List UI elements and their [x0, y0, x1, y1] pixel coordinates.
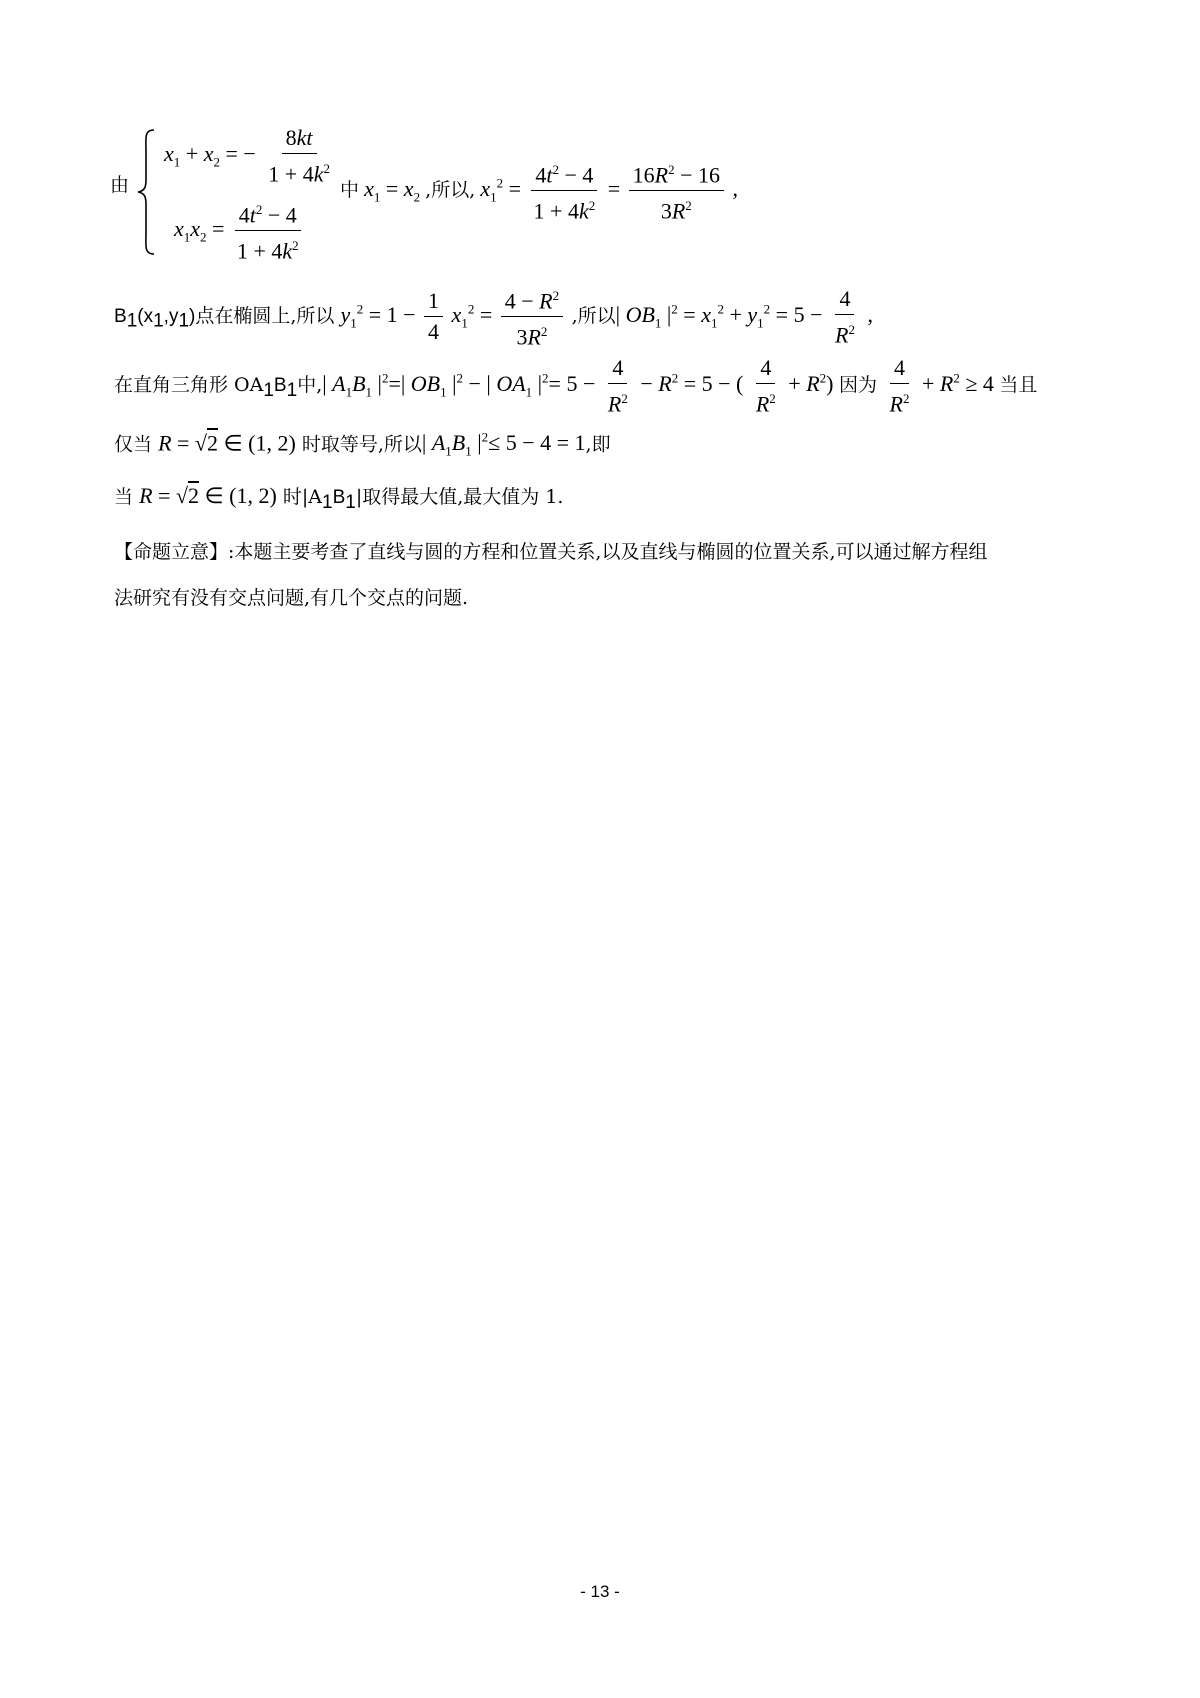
text-x1y1: (x — [137, 305, 154, 327]
text-suoyi-2: ,所以 — [571, 304, 616, 327]
text-triangle: 在直角三角形 OA — [114, 374, 264, 397]
left-brace-icon — [136, 128, 158, 256]
text-mingti-liyi: 【命题立意】:本题主要考查了直线与圆的方程和位置关系,以及直线与椭圆的位置关系,可以通过解方程组 — [114, 541, 988, 563]
text-jindang: 仅当 — [114, 433, 153, 456]
line-right-triangle: 在直角三角形 $OA_1B_1$中,| $A_1B_1$ $|^2=|$ $OB_1$ $|^2$ − | $OA_1$ $|^2= 5$ − $\frac{4}{R^2}$ − $R^2 = 5$ − ( $\frac{4}{R^2}$ + $R^2$) 因为 $\frac{4}{R^2}$ + $R^2 \ge 4$ 当且 — [114, 355, 1038, 417]
text-you: 由 — [110, 174, 130, 196]
text-on-ellipse: 点在椭圆上,所以 — [195, 304, 335, 327]
line-b1-on-ellipse: $B_1(x_1,y_1)$点在椭圆上,所以 $y_1^2 = 1$ − $\frac{1}{4}$ $x_1^2$ = $\frac{4 - R^2}{3R^2}$ ,所以| $OB_1$ $|^2 = x_1^2 + y_1^2 = 5$ − $\frac{4}{R^2}$ , — [114, 285, 873, 350]
text-b1: B — [114, 305, 127, 327]
text-qudenghao: 时取等号,所以 — [301, 433, 422, 456]
text-max: |取得最大值,最大值为 1. — [355, 486, 564, 508]
text-zhong-2: 中, — [297, 374, 323, 397]
text-dangqie: 当且 — [999, 374, 1038, 397]
text-yinwei: 因为 — [839, 374, 878, 397]
text-suoyi: ,所以, — [425, 178, 476, 201]
equation-system-line — [110, 122, 739, 264]
text-shi: 时|A — [282, 486, 322, 508]
text-b-2: B — [332, 487, 346, 508]
line-max-value: 当 R = √2 ∈ (1, 2) 时$|A_1B_1|$取得最大值,最大值为 1. — [114, 483, 564, 513]
text-dang: 当 — [114, 486, 134, 508]
line-equality-condition: 仅当 R = √2 ∈ (1, 2) 时取等号,所以| $A_1B_1$ $|^2\le 5 - 4 = 1$,即 — [114, 430, 611, 459]
text-ji: ,即 — [585, 433, 611, 456]
text-b: B — [273, 375, 287, 397]
equation-product: $x_1x_2$ = $\frac{4t^2 - 4}{1 + 4k^2}$ — [174, 198, 306, 264]
equation-x1-squared: 中 $x_1 = x_2$ ,所以, $x_1^2$ = $\frac{4t^2 - 4}{1 + 4k^2}$ = $\frac{16R^2 - 16}{3R^2}$ , — [340, 158, 738, 224]
equation-sum: $x_1 + x_2$ = − $\frac{8kt}{1 + 4k^2}$ — [164, 125, 330, 187]
text-mingti-liyi-2: 法研究有没有交点问题,有几个交点的问题. — [114, 587, 469, 609]
text-zhong: 中 — [340, 178, 360, 201]
page-number: - 13 - — [580, 1582, 620, 1601]
line-intent-2 — [114, 584, 468, 612]
line-intent-1 — [114, 538, 987, 566]
